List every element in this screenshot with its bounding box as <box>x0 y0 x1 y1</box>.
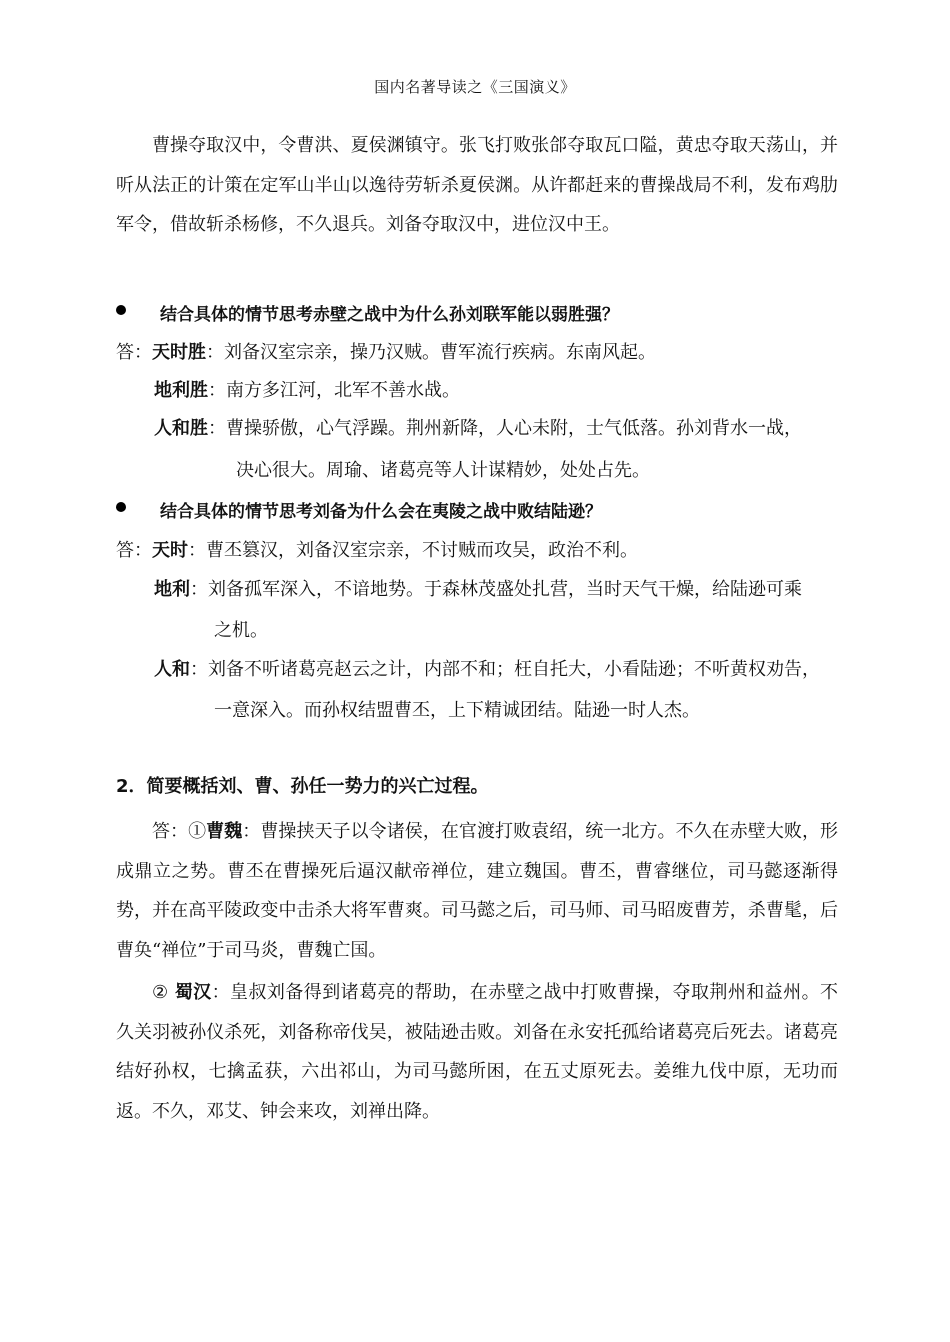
q1-answer-renhe <box>154 414 802 440</box>
wei-label: 曹魏 <box>206 821 243 842</box>
answer-prefix: 答： <box>116 540 152 561</box>
wei-text: ：曹操挟天子以令诸侯，在官渡打败袁绍，统一北方。不久在赤壁大败，形成鼎立之势。曹丕在曹操死后逼汉献帝禅位，建立魏国。曹丕，曹睿继位，司马懿逐渐得势，并在高平陵政变中击杀大将军曹爽。司马懿之后，司马师、司马昭废曹芳，杀曹髦，后曹奂“禅位”于司马炎，曹魏亡国。 <box>116 821 839 961</box>
intro-paragraph: 曹操夺取汉中，令曹洪、夏侯渊镇守。张飞打败张郃夺取瓦口隘，黄忠夺取天荡山，并听从法正的计策在定军山半山以逸待劳斩杀夏侯渊。从许都赶来的曹操战局不利，发布鸡肋军令，借故斩杀杨修，不久退兵。刘备夺取汉中，进位汉中王。 <box>116 135 838 235</box>
bullet-icon <box>116 502 126 512</box>
bullet-icon <box>116 305 126 315</box>
dili-label: 地利胜 <box>154 380 208 401</box>
shu-text: ：皇叔刘备得到诸葛亮的帮助，在赤壁之战中打败曹操，夺取荆州和益州。不久关羽被孙仪杀死，刘备称帝伐吴，被陆逊击败。刘备在永安托孤给诸葛亮后死去。诸葛亮结好孙权，七擒孟获，六出祁山，为司马懿所困，在五丈原死去。姜维九伐中原，无功而返。不久，邓艾、钟会来攻，刘禅出降。 <box>116 982 839 1122</box>
tianshi-text: ：曹丕篡汉，刘备汉室宗亲，不讨贼而攻吴，政治不利。 <box>188 540 638 561</box>
section-2-wei <box>116 812 838 970</box>
tianshi-label: 天时 <box>152 540 188 561</box>
question-1-text: 结合具体的情节思考赤壁之战中为什么孙刘联军能以弱胜强？ <box>160 305 619 325</box>
q2-answer-dili <box>154 575 802 601</box>
section-2-shu <box>116 973 838 1131</box>
question-2-text: 结合具体的情节思考刘备为什么会在夷陵之战中败结陆逊？ <box>160 502 602 522</box>
q1-answer-dili <box>154 376 460 402</box>
answer-prefix: 答： <box>116 342 152 363</box>
q2-answer-tianshi <box>116 536 638 562</box>
renhe-text-1: ：曹操骄傲，心气浮躁。荆州新降，人心未附，士气低落。孙刘背水一战， <box>208 418 802 439</box>
dili-text: ：南方多江河，北军不善水战。 <box>208 380 460 401</box>
q2-answer-renhe-cont: 一意深入。而孙权结盟曹丕，上下精诚团结。陆逊一时人杰。 <box>214 700 700 721</box>
dili-label: 地利 <box>154 579 190 600</box>
dili-text-1: ：刘备孤军深入，不谙地势。于森林茂盛处扎营，当时天气干燥，给陆逊可乘 <box>190 579 802 600</box>
q1-answer-tianshi <box>116 338 656 364</box>
q2-answer-dili-cont: 之机。 <box>214 620 268 641</box>
renhe-label: 人和胜 <box>154 418 208 439</box>
tianshi-text: ：刘备汉室宗亲，操乃汉贼。曹军流行疾病。东南风起。 <box>206 342 656 363</box>
renhe-label: 人和 <box>154 659 190 680</box>
tianshi-label: 天时胜 <box>152 342 206 363</box>
q2-answer-renhe <box>154 655 820 681</box>
shu-label: 蜀汉 <box>174 982 212 1003</box>
renhe-text-1: ：刘备不听诸葛亮赵云之计，内部不和；枉自托大，小看陆逊；不听黄权劝告， <box>190 659 820 680</box>
q1-answer-renhe-cont: 决心很大。周瑜、诸葛亮等人计谋精妙，处处占先。 <box>236 460 650 481</box>
wei-prefix: 答：① <box>152 821 207 842</box>
page-header: 国内名著导读之《三国演义》 <box>374 78 576 96</box>
section-2-heading: 2．简要概括刘、曹、孙任一势力的兴亡过程。 <box>116 776 489 797</box>
shu-prefix: ② <box>152 982 175 1003</box>
